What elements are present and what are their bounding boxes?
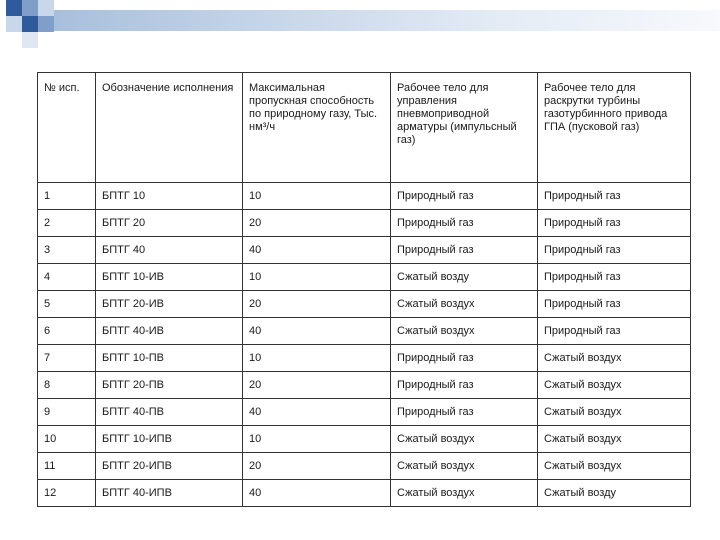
cell-designation: БПТГ 10	[96, 183, 243, 210]
cell-impulse-gas: Сжатый воздух	[391, 291, 538, 318]
table-body	[38, 183, 691, 507]
table-header	[38, 73, 691, 183]
cell-impulse-gas: Природный газ	[391, 210, 538, 237]
cell-variant-number: 10	[38, 426, 96, 453]
table-row	[38, 291, 691, 318]
cell-designation: БПТГ 40-ИПВ	[96, 480, 243, 507]
cell-designation: БПТГ 40-ИВ	[96, 318, 243, 345]
cell-variant-number: 8	[38, 372, 96, 399]
table-row	[38, 237, 691, 264]
table-row	[38, 210, 691, 237]
cell-capacity: 10	[243, 426, 391, 453]
cell-capacity: 20	[243, 291, 391, 318]
decor-square	[6, 0, 22, 16]
decor-square	[22, 32, 38, 48]
cell-variant-number: 11	[38, 453, 96, 480]
cell-capacity: 20	[243, 372, 391, 399]
table-row	[38, 264, 691, 291]
cell-starting-gas: Сжатый воздух	[538, 426, 691, 453]
decor-square	[6, 16, 22, 32]
cell-variant-number: 9	[38, 399, 96, 426]
specification-table	[37, 72, 691, 507]
cell-impulse-gas: Сжатый воздух	[391, 318, 538, 345]
cell-designation: БПТГ 10-ПВ	[96, 345, 243, 372]
cell-impulse-gas: Природный газ	[391, 183, 538, 210]
table-row	[38, 399, 691, 426]
cell-starting-gas: Сжатый воздух	[538, 345, 691, 372]
cell-designation: БПТГ 20	[96, 210, 243, 237]
cell-designation: БПТГ 20-ИПВ	[96, 453, 243, 480]
decor-square	[38, 16, 54, 32]
decor-square	[38, 0, 54, 16]
table-row	[38, 453, 691, 480]
cell-designation: БПТГ 20-ПВ	[96, 372, 243, 399]
cell-impulse-gas: Сжатый возду	[391, 264, 538, 291]
cell-impulse-gas: Сжатый воздух	[391, 480, 538, 507]
decor-square	[22, 0, 38, 16]
header-starting-gas: Рабочее тело для раскрутки турбины газотурбинного привода ГПА (пусковой газ)	[538, 73, 691, 183]
cell-variant-number: 12	[38, 480, 96, 507]
cell-starting-gas: Природный газ	[538, 237, 691, 264]
decor-gradient-bar	[54, 10, 720, 31]
header-designation: Обозначение исполнения	[96, 73, 243, 183]
table-row	[38, 183, 691, 210]
cell-impulse-gas: Сжатый воздух	[391, 426, 538, 453]
cell-variant-number: 1	[38, 183, 96, 210]
cell-designation: БПТГ 10-ИВ	[96, 264, 243, 291]
cell-starting-gas: Природный газ	[538, 318, 691, 345]
cell-impulse-gas: Сжатый воздух	[391, 453, 538, 480]
cell-starting-gas: Природный газ	[538, 264, 691, 291]
cell-capacity: 10	[243, 345, 391, 372]
cell-impulse-gas: Природный газ	[391, 237, 538, 264]
cell-capacity: 40	[243, 318, 391, 345]
cell-variant-number: 3	[38, 237, 96, 264]
cell-capacity: 10	[243, 183, 391, 210]
cell-starting-gas: Сжатый возду	[538, 480, 691, 507]
cell-impulse-gas: Природный газ	[391, 399, 538, 426]
header-variant-number: № исп.	[38, 73, 96, 183]
cell-capacity: 20	[243, 453, 391, 480]
cell-capacity: 40	[243, 399, 391, 426]
cell-starting-gas: Природный газ	[538, 291, 691, 318]
cell-starting-gas: Сжатый воздух	[538, 453, 691, 480]
cell-designation: БПТГ 40-ПВ	[96, 399, 243, 426]
table-row	[38, 345, 691, 372]
cell-variant-number: 7	[38, 345, 96, 372]
cell-variant-number: 5	[38, 291, 96, 318]
cell-starting-gas: Сжатый воздух	[538, 372, 691, 399]
cell-starting-gas: Природный газ	[538, 210, 691, 237]
slide-decoration	[0, 0, 720, 60]
cell-variant-number: 4	[38, 264, 96, 291]
cell-impulse-gas: Природный газ	[391, 345, 538, 372]
cell-capacity: 40	[243, 237, 391, 264]
decor-square	[22, 16, 38, 32]
cell-designation: БПТГ 10-ИПВ	[96, 426, 243, 453]
cell-starting-gas: Сжатый воздух	[538, 399, 691, 426]
cell-capacity: 10	[243, 264, 391, 291]
cell-designation: БПТГ 40	[96, 237, 243, 264]
header-row	[38, 73, 691, 183]
cell-variant-number: 6	[38, 318, 96, 345]
cell-designation: БПТГ 20-ИВ	[96, 291, 243, 318]
table-row	[38, 318, 691, 345]
table-row	[38, 426, 691, 453]
cell-variant-number: 2	[38, 210, 96, 237]
cell-capacity: 40	[243, 480, 391, 507]
table-row	[38, 480, 691, 507]
cell-capacity: 20	[243, 210, 391, 237]
header-max-capacity: Максимальная пропускная способность по природному газу, Тыс. нм³/ч	[243, 73, 391, 183]
table-row	[38, 372, 691, 399]
header-impulse-gas: Рабочее тело для управления пневмоприводной арматуры (импульсный газ)	[391, 73, 538, 183]
cell-impulse-gas: Природный газ	[391, 372, 538, 399]
cell-starting-gas: Природный газ	[538, 183, 691, 210]
